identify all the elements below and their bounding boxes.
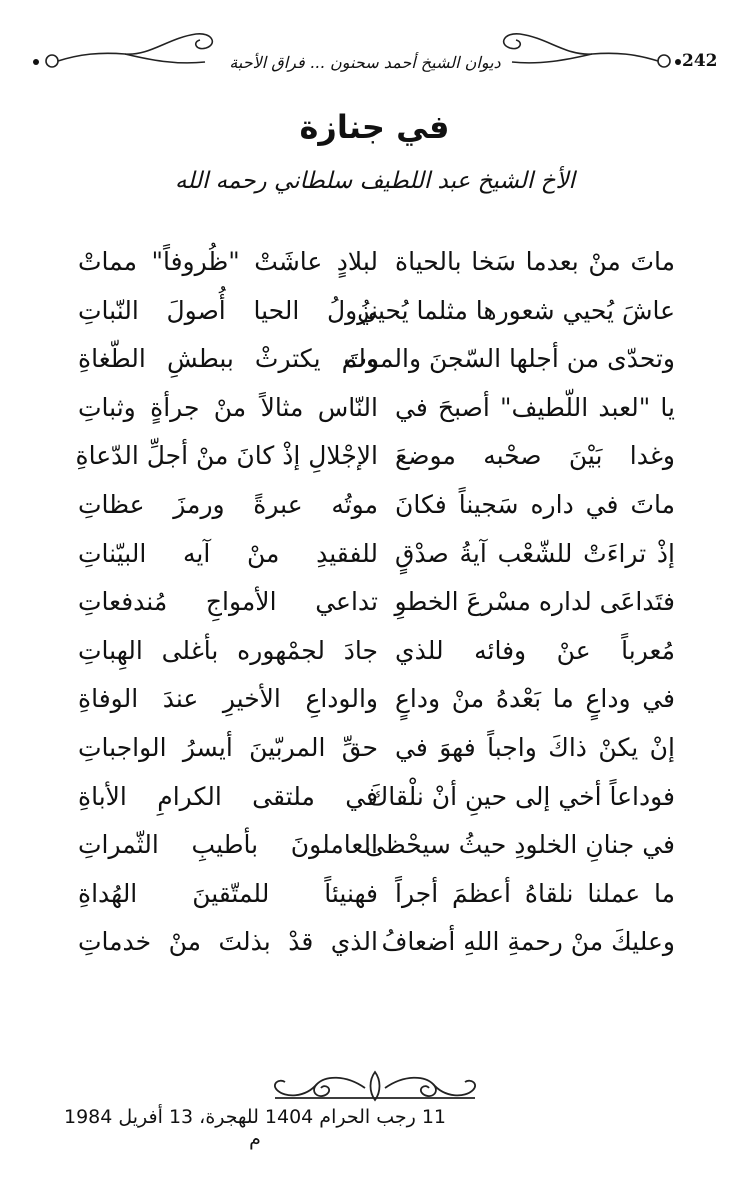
hemistich-left: والوداعِ الأخيرِ عندَ الوفاةِ [78, 684, 378, 714]
hemistich-left: فهنيئاً للمتّقينَ الهُداةِ [78, 878, 378, 908]
date-footnote: 11 رجب الحرام 1404 للهجرة، 13 أفريل 1984 م [63, 1106, 447, 1150]
verse-line [0, 726, 749, 770]
hemistich-right: إذْ تراءَتْ للشّعْب آيةُ صدْقٍ [395, 538, 675, 568]
hemistich-right: ما عملنا نلقاهُ أعظمَ أجراً [395, 878, 675, 908]
verse-line [0, 434, 749, 478]
hemistich-left: حقِّ المربّينَ أيسرُ الواجباتِ [78, 733, 378, 762]
ornament-icon [265, 1068, 485, 1104]
verse-line [0, 580, 749, 624]
verse-line [0, 337, 749, 381]
hemistich-right: يا "لعبد اللّطيف" أصبحَ في [395, 392, 675, 422]
hemistich-right: فوداعاً أخي إلى حينِ أنْ نلْقاكَ [367, 781, 675, 811]
page-number: 242 [682, 51, 718, 71]
hemistich-left: النّاس مثالاً منْ جرأةٍ وثباتِ [78, 392, 378, 422]
poem-title: في جنازة [299, 108, 450, 146]
verse-line [0, 775, 749, 819]
verse-line [0, 532, 749, 576]
hemistich-right: وتحدّى من أجلها السّجنَ والموتَ [343, 344, 675, 374]
hemistich-right: وعليكَ منْ رحمةِ اللهِ أضعافُ [381, 927, 675, 957]
hemistich-right: في وداعٍ ما بَعْدهُ منْ وداعٍ [395, 684, 675, 714]
hemistich-right: مُعرباً عنْ وفائه للذي [395, 635, 675, 665]
hemistich-left: ولم يكترثْ ببطشِ الطّغاةِ [78, 344, 378, 374]
hemistich-right: عاشَ يُحيي شعورها مثلما يُحيي [357, 295, 675, 325]
hemistich-left: لبلادٍ عاشَتْ "ظُروفاً" مماتْ [78, 247, 378, 276]
verse-line [0, 289, 749, 333]
hemistich-left: موتُه عبرةً ورمزَ عظاتِ [78, 490, 378, 519]
running-title: ديوان الشيخ أحمد سحنون ... فراق الأحبة [229, 53, 501, 72]
hemistich-left: في ملتقى الكرامِ الأباةِ [78, 781, 378, 811]
verse-line [0, 483, 749, 527]
verse-line [0, 920, 749, 964]
hemistich-left: نزُولُ الحيا أُصولَ النّباتِ [78, 295, 378, 325]
hemistich-left: جادَ لجمْهوره بأغلى الهِباتِ [78, 635, 378, 665]
hemistich-right: ماتَ في داره سَجيناً فكانَ [395, 490, 675, 519]
verse-line [0, 677, 749, 721]
hemistich-left: العاملونَ بأطيبِ الثّمراتِ [78, 830, 378, 860]
verse-line [0, 386, 749, 430]
hemistich-right: ماتَ منْ بعدما سَخا بالحياة [395, 247, 675, 276]
hemistich-left: الذي قدْ بذلتَ منْ خدماتِ [78, 927, 378, 957]
verse-line [0, 872, 749, 916]
hemistich-left: للفقيدِ منْ آيه البيّناتِ [78, 538, 378, 568]
verse-line [0, 240, 749, 284]
poem-subtitle: الأخ الشيخ عبد اللطيف سلطاني رحمه الله [175, 168, 575, 194]
hemistich-right: في جنانِ الخلودِ حيثُ سيحْظى [364, 830, 675, 860]
hemistich-right: فتَداعَى لداره مسْرعَ الخطوِ [394, 587, 675, 617]
hemistich-right: وغدا بَيْنَ صحْبه موضعَ [395, 441, 675, 471]
verse-line [0, 629, 749, 673]
hemistich-right: إنْ يكنْ ذاكَ واجباً فهوَ في [395, 733, 675, 762]
verse-line [0, 823, 749, 867]
hemistich-left: الإجْلالِ إذْ كانَ منْ أجلِّ الدّعاةِ [75, 441, 378, 471]
hemistich-left: تداعي الأمواجِ مُندفعاتِ [78, 587, 378, 617]
